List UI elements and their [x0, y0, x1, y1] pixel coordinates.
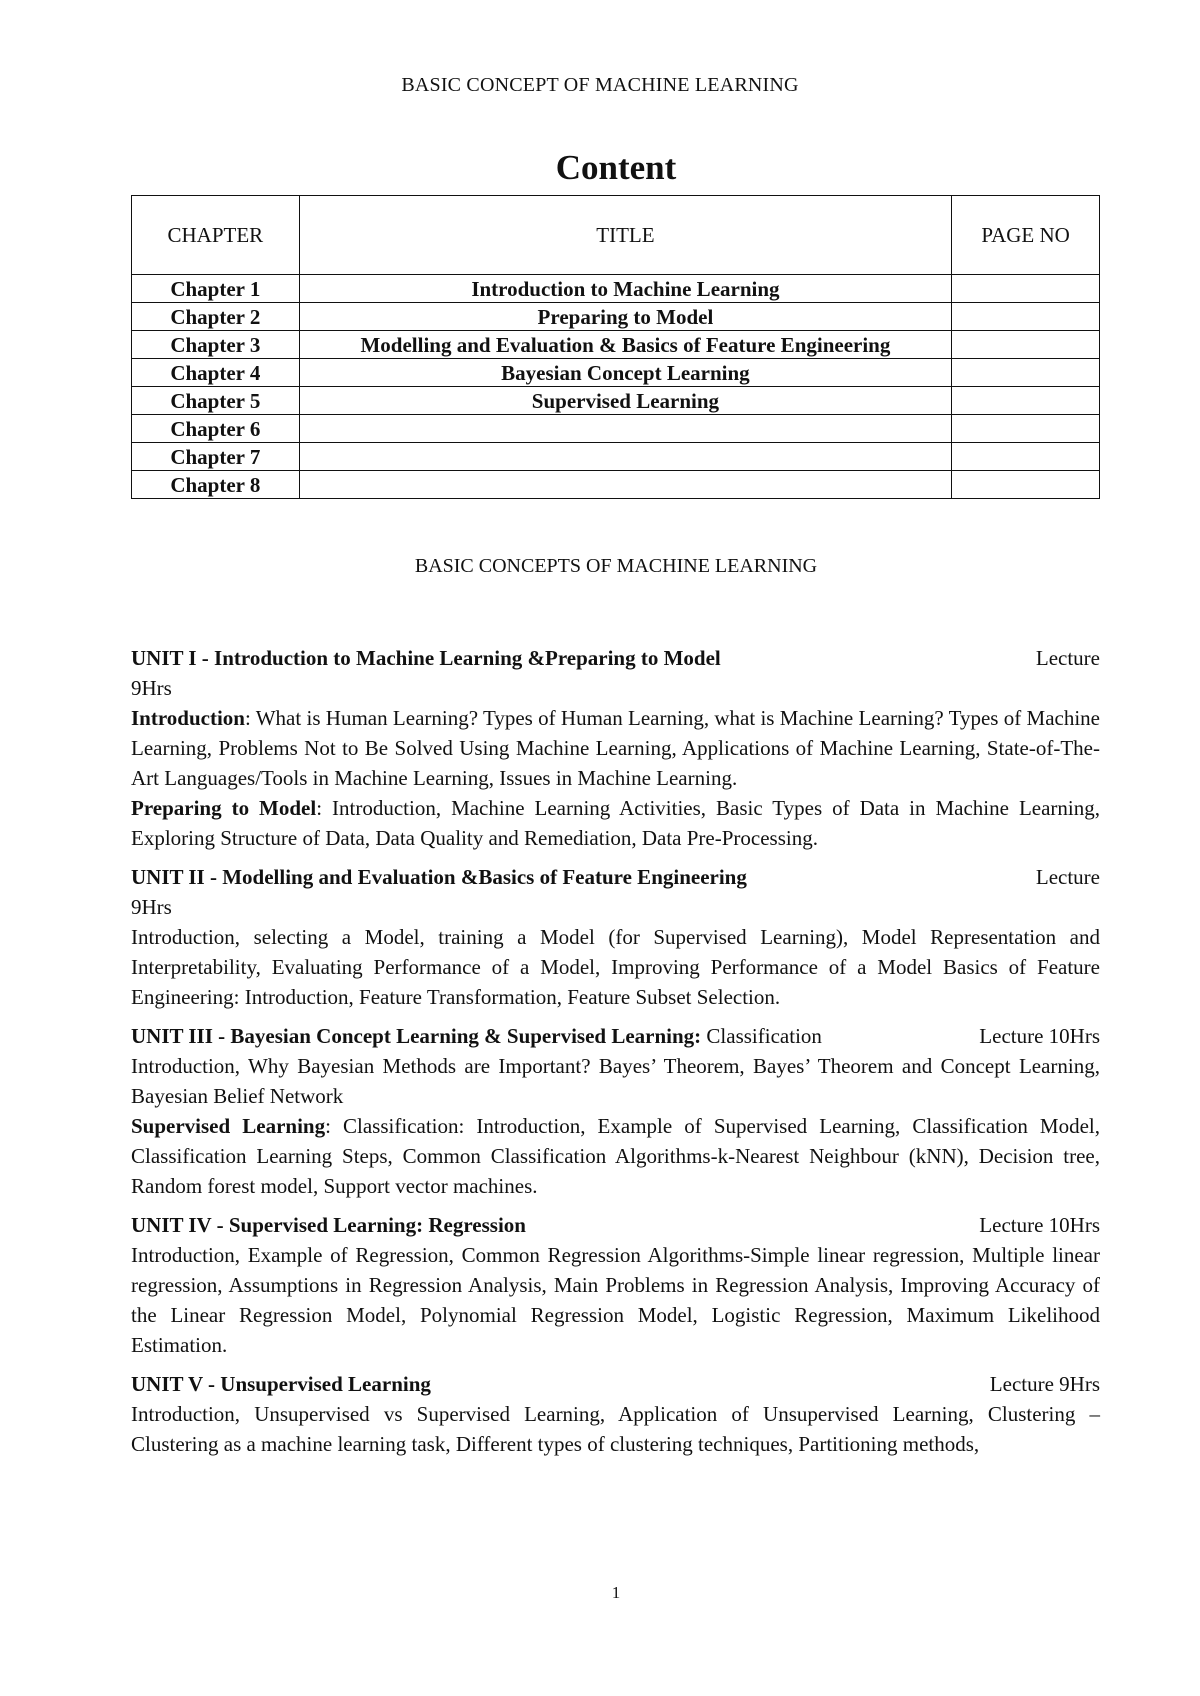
unit-title: UNIT II - Modelling and Evaluation &Basics of Feature Engineering — [131, 865, 747, 889]
toc-title — [299, 415, 951, 443]
unit-hours: 9Hrs — [131, 676, 172, 700]
unit-3 — [131, 1021, 1100, 1201]
unit-title: UNIT III - Bayesian Concept Learning & Supervised Learning: — [131, 1024, 702, 1048]
toc-page — [952, 443, 1100, 471]
toc-chapter: Chapter 4 — [132, 359, 300, 387]
running-header: BASIC CONCEPT OF MACHINE LEARNING — [401, 74, 799, 96]
unit-intro-paragraph — [131, 703, 1100, 793]
unit-title: UNIT IV - Supervised Learning: Regression — [131, 1213, 526, 1237]
toc-page — [952, 359, 1100, 387]
toc-chapter: Chapter 8 — [132, 471, 300, 499]
unit-header — [131, 643, 1100, 673]
toc-header-row — [132, 196, 1100, 275]
unit-5 — [131, 1369, 1100, 1459]
toc-page — [952, 415, 1100, 443]
unit-lecture: Lecture 10Hrs — [979, 1213, 1100, 1237]
table-row — [132, 331, 1100, 359]
prep-text: : Introduction, Machine Learning Activities, Basic Types of Data in Machine Learning, Exploring Structure of Data, Data Quality and Remediation, Data Pre-Processing. — [131, 796, 1100, 850]
unit-sl-paragraph — [131, 1111, 1100, 1201]
unit-lecture: Lecture — [1035, 865, 1100, 889]
unit-title: UNIT V - Unsupervised Learning — [131, 1372, 431, 1396]
table-row — [132, 443, 1100, 471]
toc-chapter: Chapter 3 — [132, 331, 300, 359]
toc-header-page: PAGE NO — [952, 196, 1100, 275]
toc-page — [952, 387, 1100, 415]
toc-title — [299, 443, 951, 471]
unit-4 — [131, 1210, 1100, 1360]
toc-page — [952, 471, 1100, 499]
unit-header — [131, 1210, 1100, 1240]
page-number: 1 — [611, 1583, 621, 1602]
table-row — [132, 303, 1100, 331]
toc-header-title: TITLE — [299, 196, 951, 275]
content-title: Content — [555, 148, 677, 187]
toc-title — [299, 471, 951, 499]
unit-title: UNIT I - Introduction to Machine Learning &Preparing to Model — [131, 646, 721, 670]
unit-paragraph: Introduction, Example of Regression, Common Regression Algorithms-Simple linear regression, Multiple linear regression, Assumptions in Regression Analysis, Main Problems in Regression Analysis, Improving Accuracy of the Linear Regression Model, Polynomial Regression Model, Logistic Regression, Maximum Likelihood Estimation. — [131, 1243, 1100, 1357]
toc-title: Supervised Learning — [299, 387, 951, 415]
toc-title: Modelling and Evaluation & Basics of Feature Engineering — [299, 331, 951, 359]
toc-chapter: Chapter 2 — [132, 303, 300, 331]
table-row — [132, 415, 1100, 443]
table-row — [132, 275, 1100, 303]
toc-chapter: Chapter 6 — [132, 415, 300, 443]
toc-title: Preparing to Model — [299, 303, 951, 331]
unit-header — [131, 1369, 1100, 1399]
toc-chapter: Chapter 7 — [132, 443, 300, 471]
syllabus-heading: BASIC CONCEPTS OF MACHINE LEARNING — [414, 555, 818, 577]
unit-hours: 9Hrs — [131, 895, 172, 919]
toc-chapter: Chapter 5 — [132, 387, 300, 415]
unit-header — [131, 862, 1100, 892]
unit-header — [131, 1021, 1100, 1051]
table-row — [132, 471, 1100, 499]
table-row — [132, 387, 1100, 415]
toc-chapter: Chapter 1 — [132, 275, 300, 303]
toc-page — [952, 331, 1100, 359]
toc-page — [952, 275, 1100, 303]
prep-label: Preparing to Model — [131, 796, 317, 820]
unit-lecture: Lecture — [1035, 646, 1100, 670]
unit-paragraph: Introduction, selecting a Model, training a Model (for Supervised Learning), Model Representation and Interpretability, Evaluating Performance of a Model, Improving Performance of a Model Basics of Feature Engineering: Introduction, Feature Transformation, Feature Subset Selection. — [131, 925, 1100, 1009]
intro-label: Introduction — [131, 706, 245, 730]
toc-title: Bayesian Concept Learning — [299, 359, 951, 387]
unit-paragraph: Introduction, Unsupervised vs Supervised Learning, Application of Unsupervised Learning, Clustering – Clustering as a machine learning task, Different types of clustering techniques, Partitioning methods, — [131, 1402, 1100, 1456]
unit-lecture: Lecture 9Hrs — [989, 1372, 1100, 1396]
unit-prep-paragraph — [131, 793, 1100, 853]
syllabus-units — [131, 643, 1100, 1468]
unit-title-group — [131, 1021, 822, 1051]
sl-text: : Classification: Introduction, Example of Supervised Learning, Classification Model, Classification Learning Steps, Common Classification Algorithms-k-Nearest Neighbour (kNN), Decision tree, Random forest model, Support vector machines. — [131, 1114, 1100, 1198]
table-row — [132, 359, 1100, 387]
toc-header-chapter: CHAPTER — [132, 196, 300, 275]
unit-title-suffix: Classification — [701, 1024, 822, 1048]
sl-label: Supervised Learning — [131, 1114, 326, 1138]
toc-page — [952, 303, 1100, 331]
unit-paragraph: Introduction, Why Bayesian Methods are Important? Bayes’ Theorem, Bayes’ Theorem and Concept Learning, Bayesian Belief Network — [131, 1054, 1100, 1108]
unit-lecture: Lecture 10Hrs — [979, 1024, 1100, 1048]
intro-text: : What is Human Learning? Types of Human Learning, what is Machine Learning? Types of Machine Learning, Problems Not to Be Solved Using Machine Learning, Applications of Machine Learning, State-of-The-Art Languages/Tools in Machine Learning, Issues in Machine Learning. — [131, 706, 1100, 790]
toc-title: Introduction to Machine Learning — [299, 275, 951, 303]
table-of-contents — [131, 195, 1100, 499]
unit-1 — [131, 643, 1100, 853]
unit-2 — [131, 862, 1100, 1012]
